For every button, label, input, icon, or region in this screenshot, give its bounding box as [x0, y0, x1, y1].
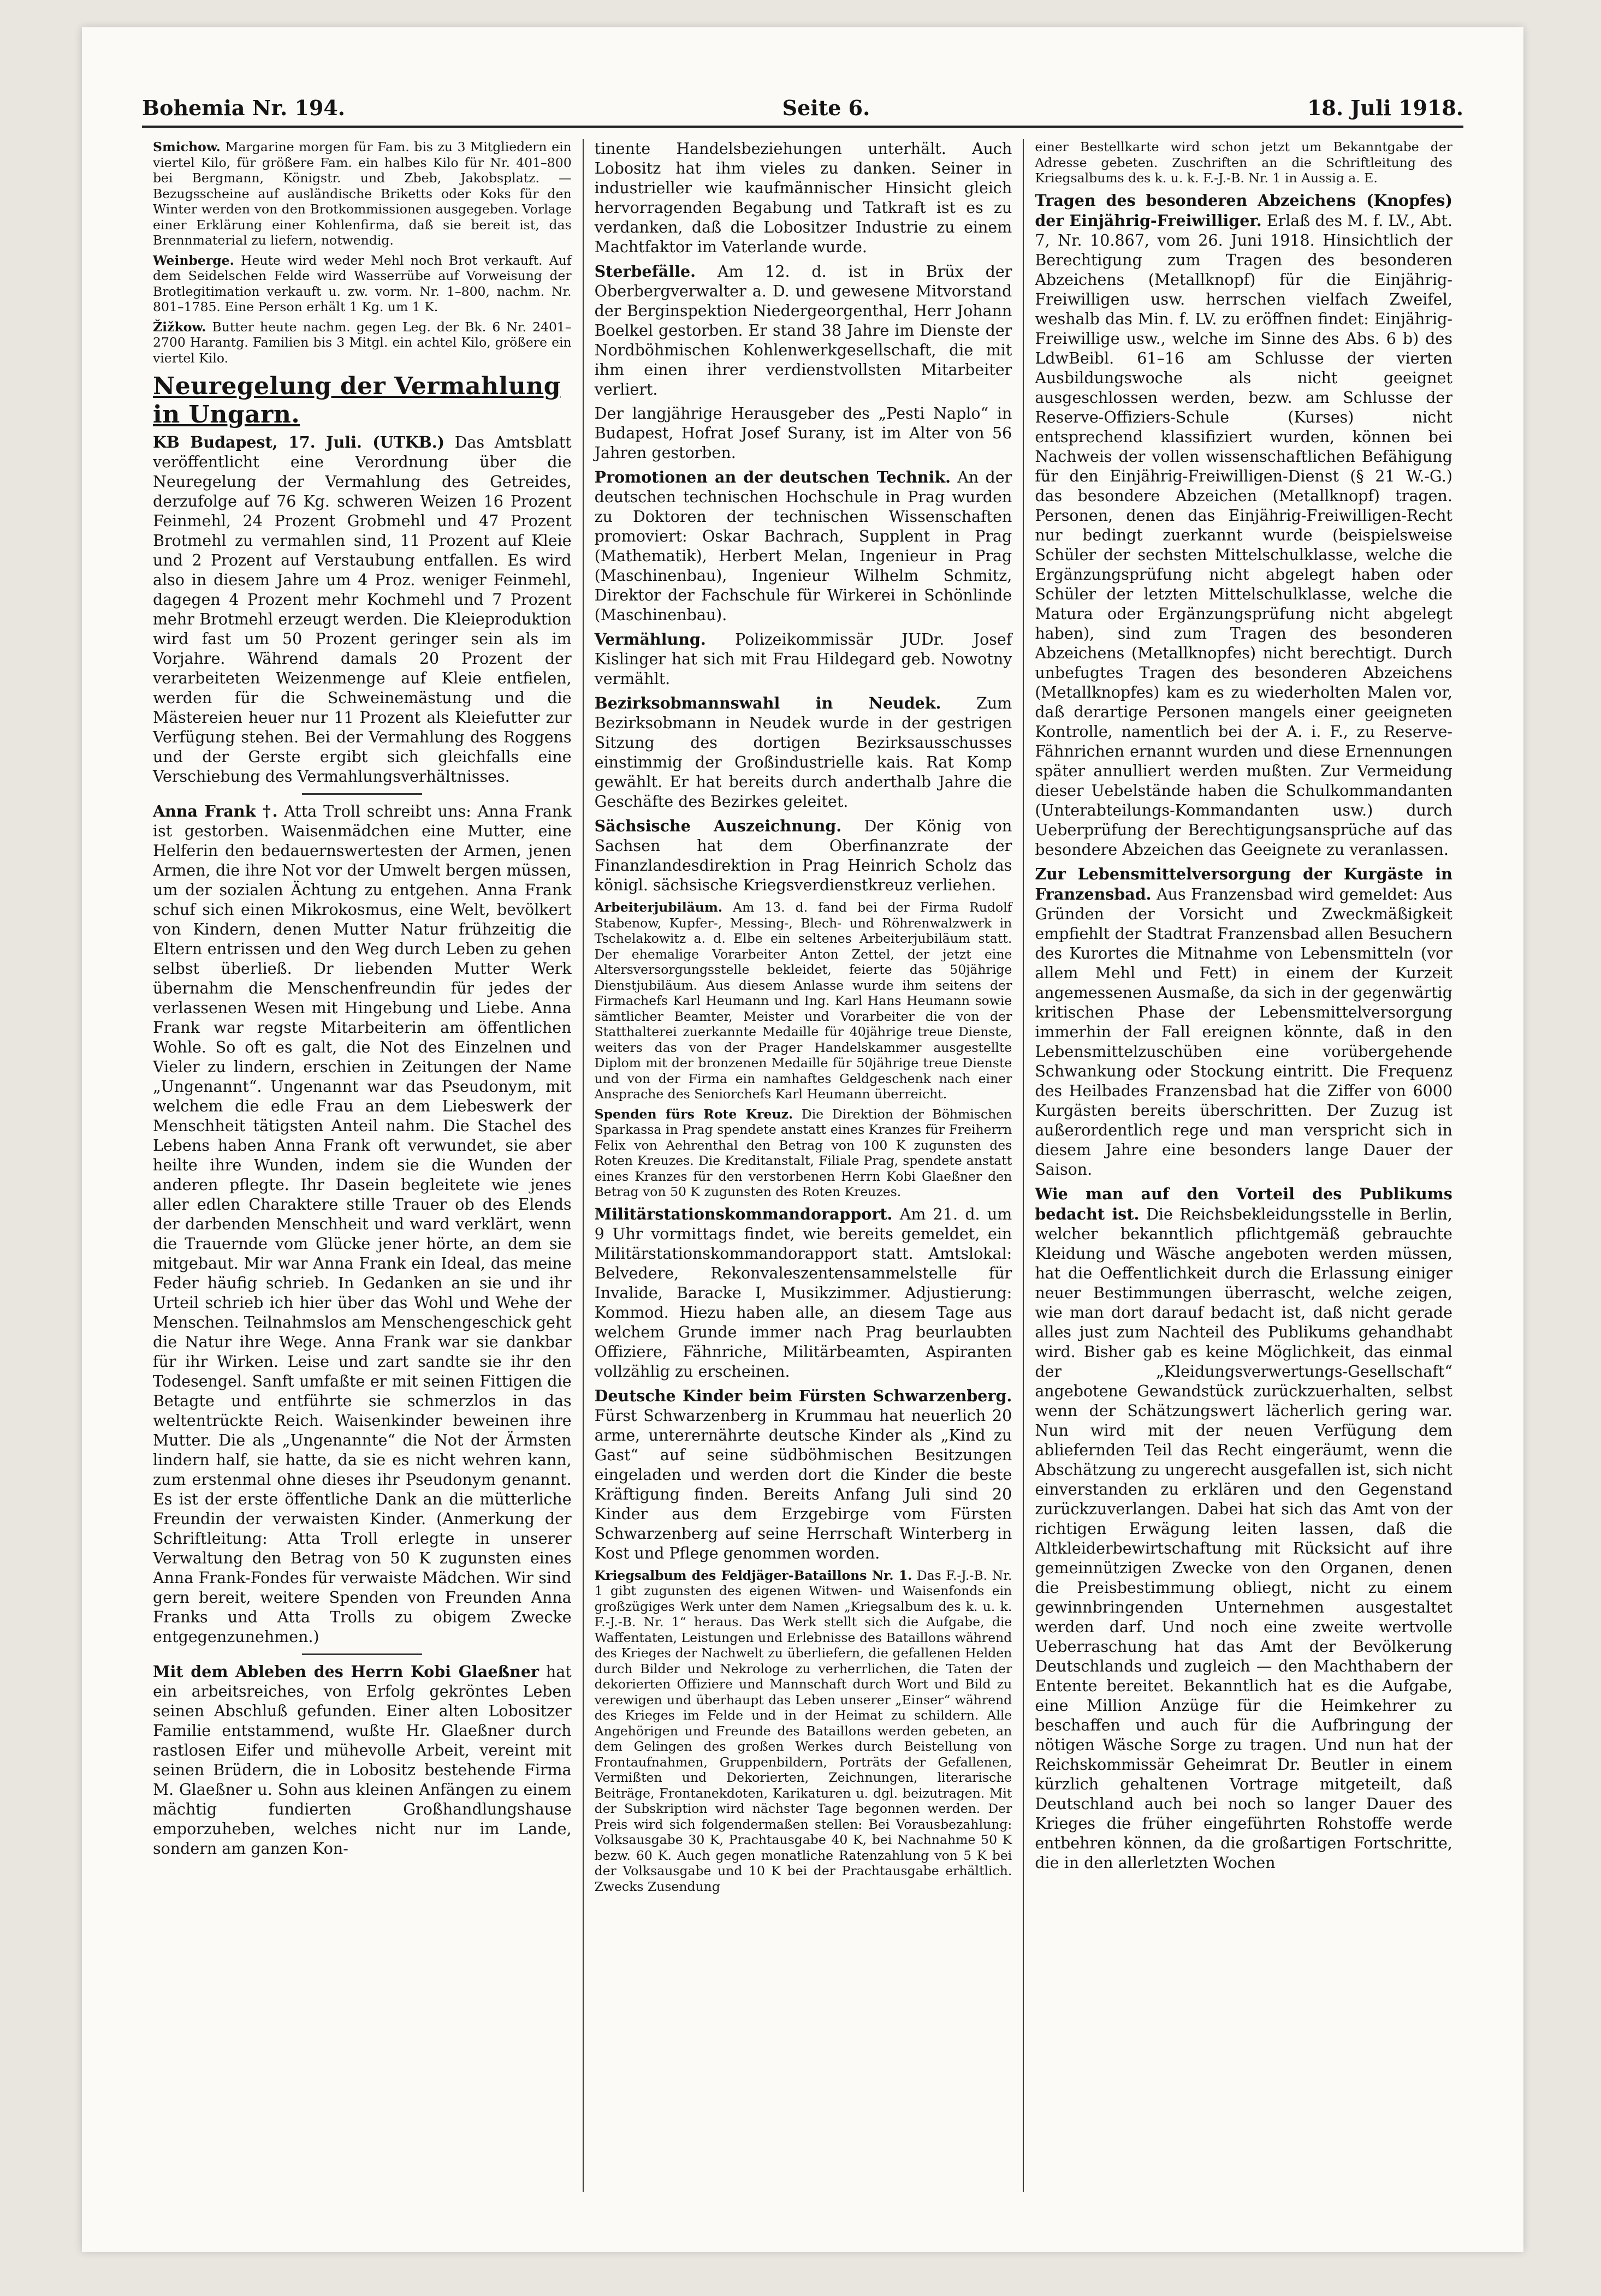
- small-print-block: [595, 1568, 1012, 1895]
- article-promotionen: Promotionen an der deutschen Technik. An der deutschen technischen Hochschule in Prag wurden zu Doktoren der technischen Wissenschaften promoviert: Oskar Bachrach, Supplent in Prag (Mathematik), Herbert Melan, Ingenieur in Prag (Maschinenbau), Ingenieur Wilhelm Schmitz, Direktor der Fachschule für Wirkerei in Schönlinde (Maschinenbau).: [594, 468, 1012, 624]
- article-glaessner: Mit dem Ableben des Herrn Kobi Glaeßner hat ein arbeitsreiches, von Erfolg gekröntes Leben seinen Abschluß gefunden. Einer alten Lobositzer Familie entstammend, wußte Hr. Glaeßner durch rastlosen Eifer und mühevolle Arbeit, vereint mit seinen Brüdern, die in Lobositz bestehende Firma M. Glaeßner u. Sohn aus kleinen Anfängen zu einem mächtig fundierten Großhandlungshause emporzuheben, welches nicht nur im Lande, sondern am ganzen Kon-: [153, 1662, 572, 1858]
- article-pesti-naplo: Der langjährige Herausgeber des „Pesti Naplo“ in Budapest, Hofrat Josef Surany, ist im Alter von 56 Jahren gestorben.: [594, 405, 1012, 462]
- article-glaessner-continued: tinente Handelsbeziehungen unterhält. Auch Lobositz hat ihm vieles zu danken. Seiner in industrieller wie kaufmännischer Hinsicht gleich hervorragenden Begabung und Tatkraft ist es zu verdanken, daß die Lobositzer Industrie zu einem Machtfaktor im Vaterlande wurde.: [594, 140, 1012, 256]
- article-franzensbad: Zur Lebensmittelversorgung der Kurgäste in Franzensbad. Aus Franzensbad wird gemeldet: Aus Gründen der Vorsicht und Zweckmäßigkeit empfiehlt der Stadtrat Franzensbad allen Besuchern des Kurortes die Mitnahme von Lebensmitteln (vor allem Mehl und Fett) in einem der Kurzeit angemessenen Ausmaße, da sich in der gegenwärtig kritischen Phase der Lebensmittelversorgung immerhin der Fall ereignen könnte, daß in den Lebensmittelzuschüben eine vorübergehende Schwankung oder Stockung eintritt. Die Frequenz des Heilbades Franzensbad hat die Ziffer von 6000 Kurgästen bereits überschritten. Der Zuzug ist außerordentlich rege und man verspricht sich in diesem Jahre eine besonders lange Dauer der Saison.: [1035, 864, 1452, 1179]
- page-number: Seite 6.: [782, 96, 870, 120]
- column-3: [1023, 139, 1463, 2192]
- article-publikum: Wie man auf den Vorteil des Publikums bedacht ist. Die Reichsbekleidungsstelle in Berlin, welcher bekanntlich pflichtgemäß gebrauchte Kleidung und Wäsche angeboten werden müssen, hat die Oeffentlichkeit durch die Erlassung einiger neuer Bestimmungen überrascht, welche zeigen, wie man dort darauf bedacht ist, daß nicht gerade alles just zum Nachteil des Publikums gehandhabt wird. Bisher gab es keine Möglichkeit, das einmal der „Kleidungsverwertungs-Gesellschaft“ angebotene Gewandstück zurückzuerhalten, selbst wenn der Schätzungswert lächerlich gering war. Nun wird mit der neuen Verfügung dem abliefernden Teil das Recht eingeräumt, wenn die Abschätzung zu ungerecht ausgefallen ist, sich nicht einverstanden zu erklären und den Gegenstand zurückzuverlangen. Dabei hat sich das Amt von der richtigen Erwägung leiten lassen, daß die Altkleiderbewirtschaftung mit Rücksicht auf ihre gemeinnützigen Zwecke von den Organen, denen die Preisbestimmung obliegt, nicht zu einem gewinnbringenden Unternehmen ausgestaltet werden darf. Und noch eine zweite wertvolle Ueberraschung hat das Amt der Bevölkerung Deutschlands und zugleich — den Machthabern der Entente bereitet. Bekanntlich hat es die Aufgabe, eine Million Anzüge für die Heimkehrer zu beschaffen und auch für die Aufbringung der nötigen Wäsche Sorge zu tragen. Und nun hat der Reichskommissär Geheimrat Dr. Beutler in einem kürzlich gehaltenen Vortrage mitgeteilt, daß Deutschland auch bei noch so langer Dauer des Krieges die früher eingeführten Rohstoffe werde entbehren können, da die großartigen Fortschritte, die in den allerletzten Wochen: [1035, 1184, 1452, 1872]
- article-kriegsalbum: Kriegsalbum des Feldjäger-Bataillons Nr. 1. Das F.-J.-B. Nr. 1 gibt zugunsten des eigenen Witwen- und Waisenfonds ein großzügiges Werk unter dem Namen „Kriegsalbum des k. u. k. F.-J.-B. Nr. 1“ heraus. Das Werk stellt sich die Aufgabe, die Waffentaten, Leistungen und Erlebnisse des Bataillons während des Krieges der Nachwelt zu überliefern, die gefallenen Helden durch Bilder und Nekrologe zu verherrlichen, die Taten der dekorierten Offiziere und Mannschaft durch Wort und Bild zu verewigen und überhaupt das Leben unserer „Einser“ während des Krieges im Felde und in der Heimat zu schildern. Alle Angehörigen und Freunde des Bataillons werden gebeten, an dem Gelingen des großen Werkes durch Beistellung von Frontaufnahmen, Gruppenbildern, Porträts der Gefallenen, Vermißten und Dekorierten, Zeichnungen, literarische Beiträge, Frontanekdoten, Karikaturen u. dgl. beizutragen. Mit der Subskription wird nächster Tage begonnen werden. Der Preis wird sich folgendermaßen stellen: Bei Vorausbezahlung: Volksausgabe 30 K, Prachtausgabe 40 K, bei Nachnahme 50 K bezw. 60 K. Auch gegen monatliche Ratenzahlung von 5 K bei der Volksausgabe und 10 K bei der Prachtausgabe erhältlich. Zwecks Zusendung: [594, 1567, 1012, 1894]
- article-columns: [142, 139, 1463, 2192]
- notice-zizkow: Žižkow. Butter heute nachm. gegen Leg. der Bk. 6 Nr. 2401–2700 Harantg. Familien bis 3 Mitgl. ein achtel Kilo, größere ein viertel Kilo.: [153, 319, 572, 366]
- article-arbeiterjubilaeum: Arbeiterjubiläum. Am 13. d. fand bei der Firma Rudolf Stabenow, Kupfer-, Messing-, Blech- und Röhrenwalzwerk in Tschelakowitz a. d. Elbe ein seltenes Arbeiterjubiläum statt. Der ehemalige Vorarbeiter Anton Zettel, der jetzt eine Altersversorgungsstelle bekleidet, feierte das 50jährige Dienstjubiläum. Aus diesem Anlasse wurde ihm seitens der Firmachefs Karl Heumann und Ing. Karl Hans Heumann sowie sämtlicher Beamter, Meister und Vorarbeiter die von der Statthalterei zuerkannte Medaille für 40jährige treue Dienste, weiters das von der Prager Handelskammer ausgestellte Diplom mit der bronzenen Medaille für 50jährige treue Dienste und von der Firma ein namhaftes Geldgeschenk nach einer Ansprache des Seniorchefs Karl Heumann überreicht.: [594, 900, 1012, 1102]
- article-ungarn: KB Budapest, 17. Juli. (UTKB.) Das Amtsblatt veröffentlicht eine Verordnung über die Neuregelung der Vermahlung des Getreides, derzufolge auf 76 Kg. schweren Weizen 16 Prozent Feinmehl, 24 Prozent Grobmehl und 47 Prozent Brotmehl zu vermahlen sind, 11 Prozent auf Kleie und 2 Prozent auf Verstaubung entfallen. Es wird also in diesem Jahre um 4 Proz. weniger Feinmehl, dagegen 4 Prozent mehr Kochmehl und 7 Prozent mehr Brotmehl erzeugt werden. Die Kleieproduktion wird fast um 50 Prozent geringer sein als im Vorjahre. Während damals 20 Prozent der verarbeiteten Weizenmenge auf Kleie entfielen, werden für die Schweinemästung und die Mästereien heuer nur 11 Prozent als Kleiefutter zur Verfügung stehen. Bei der Vermahlung des Roggens und der Gerste ergibt sich gleichfalls eine Verschiebung des Vermahlungsverhältnisses.: [153, 433, 572, 786]
- issue-date: 18. Juli 1918.: [1307, 96, 1463, 120]
- article-abzeichen: Tragen des besonderen Abzeichens (Knopfes) der Einjährig-Freiwilliger. Erlaß des M. f. LV., Abt. 7, Nr. 10.867, vom 26. Juni 1918. Hinsichtlich der Berechtigung zum Tragen des besonderen Abzeichens (Metallknopf) für die Einjährig-Freiwilligen usw. herrschen vielfach Zweifel, weshalb das Min. f. LV. zu eröffnen findet: Einjährig-Freiwillige usw., welche im Sinne des Abs. 6 b) des LdwBeibl. 61–16 am Schlusse der vierten Ausbildungswoche als nicht geeignet ausgeschlossen werden, bezw. am Schlusse der Reserve-Offiziers-Schule (Kurses) nicht entsprechend klassifiziert wurden, können bei Nachweis der vollen wissenschaftlichen Befähigung für den Einjährig-Freiwilligen-Dienst (§ 21 W.-G.) das besondere Abzeichen (Metallknopf) tragen. Personen, denen das Einjährig-Freiwilligen-Recht nur bedingt zuerkannt wurde (beispielsweise Schüler der sechsten Mittelschulklasse, welche die Ergänzungsprüfung nicht abgelegt haben oder Schüler der letzten Mittelschulklasse, welche die Matura oder Ergänzungsprüfung nicht abgelegt haben), sind zum Tragen des besonderen Abzeichens (Metallknopfes) nicht berechtigt. Durch unbefugtes Tragen des besonderen Abzeichens (Metallknopfes) kam es zu wiederholten Malen vor, daß derartige Personen mangels einer geeigneten Kontrolle, namentlich bei der A. i. F., zu Reserve-Fähnrichen ernannt wurden und diese Ernennungen später annulliert werden mußten. Zur Vermeidung dieser Uebelstände haben die Schulkommandanten (Unterabteilungs-Kommandanten usw.) durch Ueberprüfung der Berechtigungsansprüche auf das besondere Abzeichen das Geeignete zu veranlassen.: [1035, 191, 1452, 859]
- column-1: [142, 139, 583, 2192]
- article-sterbefaelle: Sterbefälle. Am 12. d. ist in Brüx der Oberbergverwalter a. D. und gewesene Mitvorstand der Berginspektion Niedergeorgenthal, Herr Johann Boelkel gestorben. Er stand 38 Jahre im Dienste der Nordböhmischen Kohlenwerkgesellschaft, die mit ihm einen ihrer verdienstvollsten Mitarbeiter verliert.: [594, 262, 1012, 398]
- page-header: [142, 71, 1463, 128]
- small-print-block: [595, 900, 1012, 1200]
- article-neudek: Bezirksobmannswahl in Neudek. Zum Bezirksobmann in Neudek wurde in der gestrigen Sitzung des dortigen Bezirksausschusses einstimmig der Großindustrielle kais. Rat Komp gewählt. Er hat bereits durch anderthalb Jahre die Geschäfte des Bezirkes geleitet.: [594, 694, 1012, 811]
- notice-smichow: Smichow. Margarine morgen für Fam. bis zu 3 Mitgliedern ein viertel Kilo, für größere Fam. ein halbes Kilo für Nr. 401–800 bei Bergmann, Königstr. und Zbeb, Jakobsplatz. — Bezugsscheine auf ausländische Briketts oder Koks für den Winter werden von den Brotkommissionen ausgegeben. Vorlage einer Erklärung einer Kohlenfirma, daß sie bereit ist, das Brennmaterial zu liefern, notwendig.: [153, 139, 572, 248]
- newspaper-page: [82, 27, 1523, 2252]
- article-schwarzenberg: Deutsche Kinder beim Fürsten Schwarzenberg. Fürst Schwarzenberg in Krummau hat neuerlich 20 arme, unterernährte deutsche Kinder als „Kind zu Gast“ auf seine südböhmischen Besitzungen eingeladen und werden dort die Kinder die beste Kräftigung finden. Bereits Anfang Juli sind 20 Kinder aus dem Erzgebirge vom Fürsten Schwarzenberg auf seine Herrschaft Winterberg in Kost und Pflege genommen worden.: [594, 1386, 1012, 1562]
- article-anna-frank: Anna Frank †. Atta Troll schreibt uns: Anna Frank ist gestorben. Waisenmädchen eine Mutter, eine Helferin den bedauernswertesten der Armen, jenen Armen, die ihre Not vor der Umwelt bergen müssen, um der sozialen Ächtung zu entgehen. Anna Frank schuf sich einen Mikrokosmus, eine Welt, bevölkert von Kindern, denen Mutter Natur frühzeitig die Eltern entrissen und den Weg durch Leben zu gehen selbst überließ. Dr liebenden Mutter Werk übernahm die Menschenfreundin für jedes der verlassenen Wesen mit Hingebung und Liebe. Anna Frank war regste Mitarbeiterin am öffentlichen Wohle. So oft es galt, die Not des Einzelnen und Vieler zu lindern, erschien in Zeitungen der Name „Ungenannt“. Ungenannt war das Pseudonym, mit welchem die edle Frau an dem Liebeswerk der Menschheit tätigsten Anteil nahm. Die Stachel des Lebens haben Anna Frank oft verwundet, sie aber heilte ihre Wunden, indem sie die Wunden der anderen pflegte. Ihr Dasein begleitete wie jenes aller edlen Charaktere stille Trauer ob des Elends der darbenden Menschheit und ward verklärt, wenn die Trauernde vom Glücke jener hörte, an dem sie mitgebaut. Mir war Anna Frank ein Ideal, das meine Feder häufig schrieb. In Gedanken an sie und ihr Urteil schrieb ich hier über das Wohl und Wehe der Menschen. Teilnahmslos am Menschengeschick geht die Natur ihre Wege. Anna Frank war sie dankbar für ihr Wirken. Leise und zart sandte sie ihr den Todesengel. Sanft umfaßte er mit seinen Fittigen die Betagte und entführte sie schmerzlos in das weltentrückte Reich. Waisenkinder beweinen ihre Mutter. Die als „Ungenannte“ die Not der Ärmsten lindern half, sie hatte, da sie es nicht wehren kann, zum erstenmal ohne dieses ihr Pseudonym genannt. Es ist der erste öffentliche Dank an die mütterliche Freundin der verwaisten Kinder. (Anmerkung der Schriftleitung: Atta Troll erlegte in unserer Verwaltung den Betrag von 50 K zugunsten eines Anna Frank-Fondes für verwaiste Mädchen. Wir sind gern bereit, weitere Spenden von Freunden Anna Franks und Atta Trolls zu obigem Zwecke entgegenzunehmen.): [153, 802, 572, 1646]
- section-divider: [302, 1653, 422, 1655]
- article-rapport: Militärstationskommandorapport. Am 21. d. um 9 Uhr vormittags findet, wie bereits gemeldet, ein Militärstationskommandorapport statt. Amtslokal: Belvedere, Rekonvaleszentensammelstelle für Invalide, Baracke I, Musikzimmer. Adjustierung: Kommod. Hiezu haben alle, an diesem Tage aus welchem Grunde immer nach Prag beurlaubten Offiziere, Fähnriche, Militärbeamten, Aspiranten vollzählig zu erscheinen.: [594, 1204, 1012, 1381]
- article-rotes-kreuz: Spenden fürs Rote Kreuz. Die Direktion der Böhmischen Sparkassa in Prag spendete anstatt eines Kranzes für Freiherrn Felix von Aehrenthal den Betrag von 100 K zugunsten des Roten Kreuzes. Die Kreditanstalt, Filiale Prag, spendete anstatt eines Kranzes für den verstorbenen Herrn Kobi Glaeßner den Betrag von 50 K zugunsten des Roten Kreuzes.: [594, 1106, 1012, 1199]
- article-vermaehlung: Vermählung. Polizeikommissär JUDr. Josef Kislinger hat sich mit Frau Hildegard geb. Nowotny vermählt.: [594, 630, 1012, 688]
- notice-weinberge: Weinberge. Heute wird weder Mehl noch Brot verkauft. Auf dem Seidelschen Felde wird Wasserrübe auf Vorweisung der Brotlegitimation verkauft u. zw. vorm. Nr. 1–800, nachm. Nr. 801–1785. Eine Person erhält 1 Kg. um 1 K.: [153, 252, 572, 314]
- article-kriegsalbum-continued: einer Bestellkarte wird schon jetzt um Bekanntgabe der Adresse gebeten. Zuschriften an die Schriftleitung des Kriegsalbums des k. u. k. F.-J.-B. Nr. 1 in Aussig a. E.: [1035, 139, 1452, 186]
- article-saechsisch: Sächsische Auszeichnung. Der König von Sachsen hat dem Oberfinanzrate der Finanzlandesdirektion in Prag Heinrich Scholz das königl. sächsische Kriegsverdienstkreuz verliehen.: [594, 817, 1012, 894]
- column-2: [583, 139, 1023, 2192]
- paper-issue: Bohemia Nr. 194.: [142, 96, 346, 120]
- headline-ungarn: Neuregelung der Vermahlung in Ungarn.: [153, 372, 561, 429]
- section-divider: [302, 793, 422, 795]
